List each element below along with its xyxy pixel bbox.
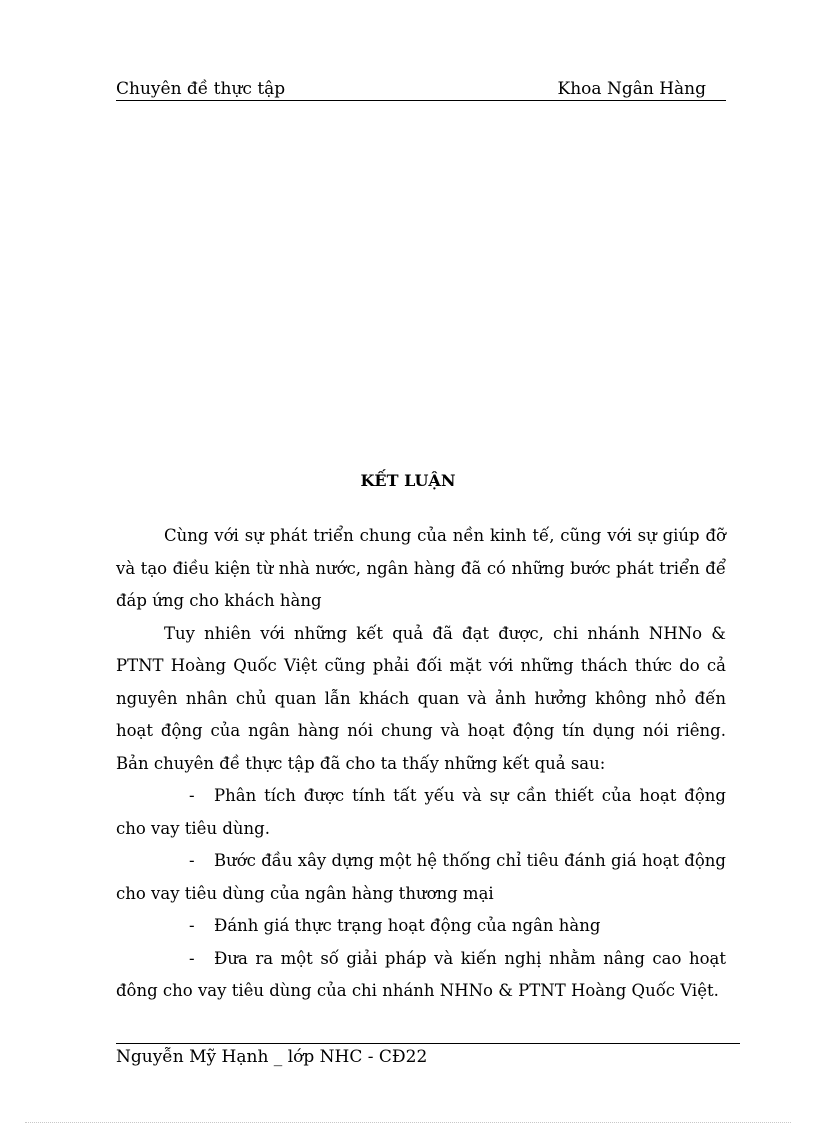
- bullet-dash: -: [189, 851, 195, 870]
- bullet-text: Phân tích được tính tất yếu và sự cần thiết của hoạt động cho vay tiêu dùng.: [116, 786, 726, 838]
- page-title: KẾT LUẬN: [360, 471, 456, 490]
- document-body: [116, 520, 726, 1008]
- header-right-text: Khoa Ngân Hàng: [557, 79, 706, 99]
- bullet-item-4: [116, 943, 726, 1008]
- paragraph-2: Tuy nhiên với những kết quả đã đạt được, chi nhánh NHNo & PTNT Hoàng Quốc Việt cũng phải đối mặt với những thách thức do cả nguyên nhân chủ quan lẫn khách quan và ảnh hưởng không nhỏ đến hoạt động của ngân hàng nói chung và hoạt động tín dụng nói riêng. Bản chuyên đề thực tập đã cho ta thấy những kết quả sau:: [116, 623, 726, 773]
- footer-rule: [116, 1043, 740, 1044]
- bullet-text: Bước đầu xây dựng một hệ thống chỉ tiêu đánh giá hoạt động cho vay tiêu dùng của ngân hàng thương mại: [116, 851, 726, 903]
- bullet-dash: -: [189, 786, 195, 805]
- bullet-text: Đưa ra một số giải pháp và kiến nghị nhằm nâng cao hoạt đông cho vay tiêu dùng của chi nhánh NHNo & PTNT Hoàng Quốc Việt.: [116, 948, 726, 1000]
- bullet-dash: -: [189, 948, 195, 968]
- bullet-text: Đánh giá thực trạng hoạt động của ngân hàng: [214, 916, 601, 935]
- header-rule: [116, 100, 726, 101]
- bullet-dash: -: [189, 916, 195, 935]
- header-left-text: Chuyên đề thực tập: [116, 79, 286, 99]
- paragraph-1: Cùng với sự phát triển chung của nền kinh tế, cũng với sự giúp đỡ và tạo điều kiện từ nhà nước, ngân hàng đã có những bước phát triển để đáp ứng cho khách hàng: [116, 526, 726, 610]
- bullet-item-3: [116, 910, 726, 943]
- bullet-item-1: [116, 780, 726, 845]
- page-footer: Nguyễn Mỹ Hạnh _ lớp NHC - CĐ22: [116, 1047, 428, 1067]
- bullet-item-2: [116, 845, 726, 910]
